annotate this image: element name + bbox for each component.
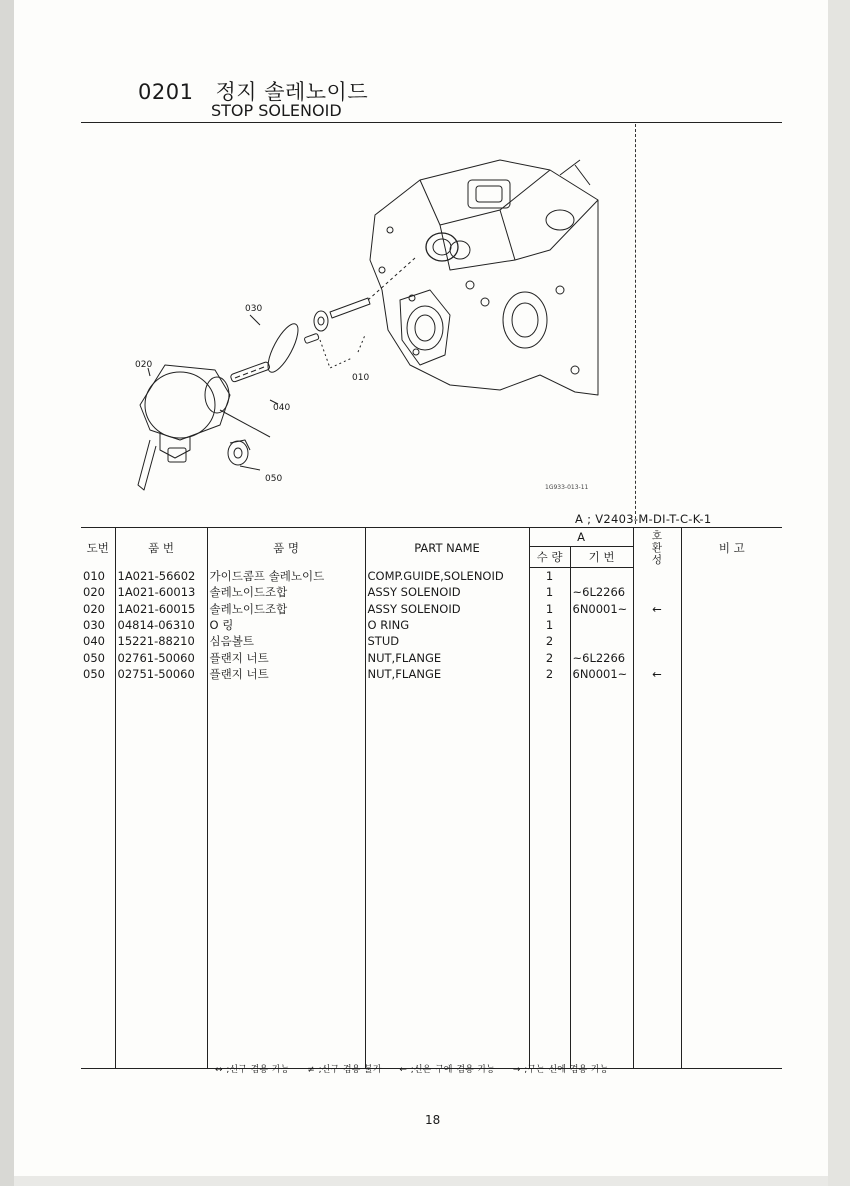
cell-name-ko: 플랜지 너트 <box>207 666 365 682</box>
page-number: 18 <box>425 1113 441 1127</box>
section-code: 0201 <box>138 80 194 104</box>
figure-divider <box>635 124 636 524</box>
title-english: STOP SOLENOID <box>211 101 342 120</box>
cell-qty: 2 <box>529 666 570 682</box>
table-row <box>81 584 782 600</box>
table-row <box>81 649 782 665</box>
col-name-ko: 품 명 <box>207 528 365 568</box>
cell-interchange <box>633 568 681 585</box>
cell-serial: 6N0001~ <box>570 601 633 617</box>
interchange-char-1: 호 <box>651 529 663 542</box>
cell-qty: 1 <box>529 601 570 617</box>
cell-interchange <box>633 649 681 665</box>
cell-serial <box>570 633 633 649</box>
table-row <box>81 633 782 649</box>
cell-part-name: NUT,FLANGE <box>365 666 529 682</box>
cell-remarks <box>681 649 782 665</box>
cell-part-name: STUD <box>365 633 529 649</box>
cell-interchange <box>633 584 681 600</box>
col-group-a: A <box>529 528 633 547</box>
col-interchange <box>633 528 681 568</box>
cell-name-ko: 가이드콤프 솔레노이드 <box>207 568 365 585</box>
cell-name-ko: 솔레노이드조합 <box>207 584 365 600</box>
cell-serial: ~6L2266 <box>570 649 633 665</box>
callout-020: 020 <box>135 360 153 370</box>
cell-interchange <box>633 617 681 633</box>
cell-part-no: 1A021-60013 <box>115 584 207 600</box>
parts-table <box>81 527 782 1069</box>
cell-qty: 2 <box>529 649 570 665</box>
cell-name-ko: 심음볼트 <box>207 633 365 649</box>
cell-remarks <box>681 666 782 682</box>
callout-050: 050 <box>265 474 283 484</box>
cell-part-name: ASSY SOLENOID <box>365 601 529 617</box>
cell-remarks <box>681 568 782 585</box>
cell-part-name: NUT,FLANGE <box>365 649 529 665</box>
cell-ref: 050 <box>83 666 105 681</box>
cell-part-no: 1A021-60015 <box>115 601 207 617</box>
table-filler-row <box>81 682 782 1069</box>
cell-name-ko: 솔레노이드조합 <box>207 601 365 617</box>
legend-item-incompatible: ≠ ;신구 겸용 불가 <box>307 1065 382 1075</box>
col-remarks: 비 고 <box>681 528 782 568</box>
table-row <box>81 617 782 633</box>
cell-ref: 020 <box>83 601 105 616</box>
flange-nut <box>228 441 248 465</box>
table-row <box>81 666 782 682</box>
col-part-no: 품 번 <box>115 528 207 568</box>
title-korean: 정지 솔레노이드 <box>215 80 369 104</box>
table-row <box>81 601 782 617</box>
callout-010: 010 <box>352 373 370 383</box>
cell-part-name: COMP.GUIDE,SOLENOID <box>365 568 529 585</box>
interchange-char-2: 환 <box>651 541 663 554</box>
header-row-1 <box>81 528 782 547</box>
col-serial: 기 번 <box>570 547 633 568</box>
legend-item-new-for-old: ← ;신은 구에 겸용 가능 <box>399 1065 495 1075</box>
cell-name-ko: O 링 <box>207 617 365 633</box>
solenoid-mount-boss <box>426 233 458 261</box>
callout-040: 040 <box>273 403 291 413</box>
cell-serial: ~6L2266 <box>570 584 633 600</box>
cell-qty: 1 <box>529 584 570 600</box>
cell-name-ko: 플랜지 너트 <box>207 649 365 665</box>
cell-part-name: ASSY SOLENOID <box>365 584 529 600</box>
cell-qty: 2 <box>529 633 570 649</box>
cell-ref: 040 <box>83 634 105 649</box>
cell-part-name: O RING <box>365 617 529 633</box>
o-ring <box>262 320 303 376</box>
compatibility-legend <box>215 1062 622 1075</box>
cell-remarks <box>681 584 782 600</box>
figure-code: 1G933-013-11 <box>545 484 589 491</box>
cell-part-no: 1A021-56602 <box>115 568 207 585</box>
cell-ref: 050 <box>83 650 105 665</box>
interchange-char-3: 성 <box>651 553 663 566</box>
cell-interchange: ← <box>633 666 681 682</box>
cell-part-no: 15221-88210 <box>115 633 207 649</box>
exploded-diagram <box>120 140 610 500</box>
cell-interchange <box>633 633 681 649</box>
cell-remarks <box>681 617 782 633</box>
cell-remarks <box>681 601 782 617</box>
cell-serial: 6N0001~ <box>570 666 633 682</box>
engine-block <box>370 160 598 395</box>
table-row <box>81 568 782 585</box>
model-applicability: A ; V2403-M-DI-T-C-K-1 <box>575 512 712 526</box>
cell-ref: 010 <box>83 568 105 583</box>
cell-part-no: 04814-06310 <box>115 617 207 633</box>
cell-serial <box>570 617 633 633</box>
cell-ref: 020 <box>83 585 105 600</box>
legend-item-bidirectional: ↔ ;신구 겸용 가능 <box>215 1065 290 1075</box>
col-part-name: PART NAME <box>365 528 529 568</box>
cell-serial <box>570 568 633 585</box>
cell-interchange: ← <box>633 601 681 617</box>
cell-ref: 030 <box>83 618 105 633</box>
callout-030: 030 <box>245 304 263 314</box>
cell-part-no: 02751-50060 <box>115 666 207 682</box>
title-divider <box>81 122 782 123</box>
stop-solenoid-body <box>140 365 230 440</box>
solenoid-guide-shaft <box>330 298 370 318</box>
solenoid-wire <box>138 440 156 490</box>
cell-qty: 1 <box>529 617 570 633</box>
page-edge-left <box>0 0 14 1186</box>
cell-part-no: 02761-50060 <box>115 649 207 665</box>
page-edge-right <box>828 0 850 1186</box>
stud-bolt <box>230 361 270 382</box>
legend-item-old-for-new: → ;구는 신에 겸용 가능 <box>512 1065 609 1075</box>
col-ref: 도번 <box>86 540 109 555</box>
col-qty: 수 량 <box>529 547 570 568</box>
cell-remarks <box>681 633 782 649</box>
cell-qty: 1 <box>529 568 570 585</box>
